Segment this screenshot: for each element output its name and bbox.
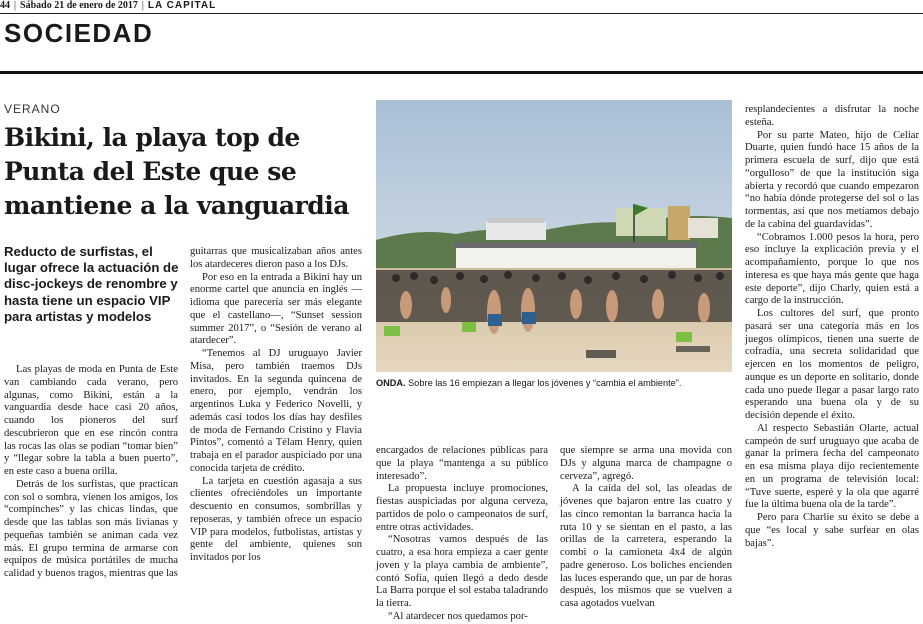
- article-column-4: [560, 445, 732, 611]
- article-headline: Bikini, la playa top de Punta del Este que se mantiene a la vanguardia: [4, 123, 349, 220]
- paragraph: “Al atardecer nos quedamos por-: [388, 610, 528, 622]
- page-folio: 44 | Sábado 21 de enero de 2017 | LA CAPITAL: [0, 0, 217, 11]
- paragraph: Por su parte Mateo, hijo de Celiar Duarte, quien fundó hace 15 años de la primera escuela de surf, dijo que está “orgulloso” de que la institución siga abierta y recordó que cuando empezaron “no había dónde protegerse del sol o las tormentas, así que nos metíamos debajo de la cabina del guardavidas”.: [745, 129, 919, 230]
- paragraph: Detrás de los surfistas, que practican con sol o sombra, vienen los amigos, los “compinches” y las chicas lindas, que desde que las tablas son más livianas y pequeñas también se animan cada vez más. El grupo termina de armarse con equipos de música portátiles de mucha calidad y buenos tragos, mientras que las: [4, 478, 178, 579]
- page-number: 44: [0, 0, 10, 11]
- paragraph: encargados de relaciones públicas para que la playa “mantenga a su público interesado”.: [376, 445, 548, 482]
- caption-text: Sobre las 16 empiezan a llegar los jóvenes y “cambia el ambiente”.: [405, 378, 682, 388]
- paragraph: “Cobramos 1.000 pesos la hora, pero eso incluye la explicación previa y el acompañamiento, porque lo que nos interesa es que haya más gente que haga este deporte”, dijo Charly, quien está a cargo de la instrucción.: [745, 231, 919, 307]
- paragraph: resplandecientes a disfrutar la noche esteña.: [745, 104, 919, 128]
- caption-label: ONDA.: [376, 378, 406, 388]
- paragraph: Las playas de moda en Punta de Este van cambiando cada verano, pero algunas, como Bikini, están a la vanguardia desde hace casi 20 años, cuando los pioneros del surf descubrieron que en ese rincón contra las rocas las olas se podían “tomar bien” y “llegar sobre la tabla a buen puerto”, en este caso a buena orilla.: [4, 364, 178, 477]
- beach-photo-illustration: [376, 100, 732, 372]
- paragraph: “Tenemos al DJ uruguayo Javier Misa, pero también traemos DJs invitados. En la segunda quincena de enero, por ejemplo, vendrán los argentinos Luka y Federico Novelli, y además casi todos los días hay desfiles de moda de Fernando Cristino y Flavia Pintos”, comentó a Télam Henry, quien trabaja en el parador auspiciado por una conocida tarjeta de crédito.: [190, 348, 362, 474]
- article-kicker: VERANO: [4, 102, 61, 116]
- newspaper-brand: LA CAPITAL: [147, 0, 217, 11]
- article-deck: Reducto de surfistas, el lugar ofrece la actuación de disc-jockeys de renombre y hasta tiene un espacio VIP para artistas y modelos: [4, 244, 179, 324]
- article-column-5: [745, 104, 919, 550]
- beach-photo: [376, 100, 732, 372]
- article-column-3: [376, 445, 548, 624]
- paragraph: La tarjeta en cuestión agasaja a sus clientes ofreciéndoles un importante descuento en consumos, sombrillas y reposeras, y también ofrece un espacio VIP para modelos, futbolistas, artistas y gente del ambiente, quienes son invitados por los: [190, 475, 362, 563]
- paragraph: Pero para Charlie su éxito se debe a que “es local y sabe surfear en olas bajas”.: [745, 512, 919, 549]
- paragraph: Por eso en la entrada a Bikini hay un enorme cartel que anuncia en inglés —idioma que parecería ser más elegante que el castellano—, “Sunset session summer 2017”, o “Sesión de verano al atardecer”.: [190, 271, 362, 347]
- section-rule: [0, 71, 923, 74]
- paragraph: Los cultores del surf, que pronto pasará ser una categoría más en los juegos olímpicos, tienen una suerte de cofradía, una secreta solidaridad que ejercen en los momentos de peligro, aunque es un deporte en solitario, donde cada uno puede llegar a pasar largo rato esperando una buena ola y de su decisión depende el éxito.: [745, 308, 919, 421]
- paragraph: “Nosotras vamos después de las cuatro, a esa hora empieza a caer gente joven y la playa cambia de ambiente”, contó Sofía, quien llegó a dedo desde La Barra porque el sol estaba taladrando la tierra.: [376, 534, 548, 609]
- article-column-2: [190, 246, 362, 565]
- paragraph: que siempre se arma una movida con DJs y alguna marca de champagne o cerveza”, agregó.: [560, 445, 732, 482]
- paragraph: A la caída del sol, las oleadas de jóvenes que bajaron entre las cuatro y las cinco remontan la barranca hacia la ruta 10 y se sientan en el pasto, a las orillas de la carretera, esperando la combi o la camioneta 4x4 de algún padre generoso. Los boliches encienden las luces esperando que, un par de horas después, los mismos que se vuelven a casa agotados vuelvan: [560, 483, 732, 609]
- folio-rule: [0, 13, 923, 14]
- paragraph: guitarras que musicalizaban años antes los atardeceres dieron paso a los DJs.: [190, 246, 362, 270]
- paragraph: Al respecto Sebastián Olarte, actual campeón de surf uruguayo que acaba de ganar la primera fecha del campeonato en esa misma playa dijo recientemente en un programa de televisión local: “Tuve suerte, esperé y la ola que agarré fue la última buena ola de la tarde”.: [745, 422, 919, 511]
- section-title: SOCIEDAD: [4, 18, 154, 48]
- issue-date: Sábado 21 de enero de 2017: [20, 0, 138, 11]
- photo-caption: [376, 377, 732, 389]
- paragraph: La propuesta incluye promociones, fiestas auspiciadas por alguna cerveza, partidos de polo o campeonatos de surf, entre otras actividades.: [376, 483, 548, 533]
- article-column-1: [4, 364, 178, 581]
